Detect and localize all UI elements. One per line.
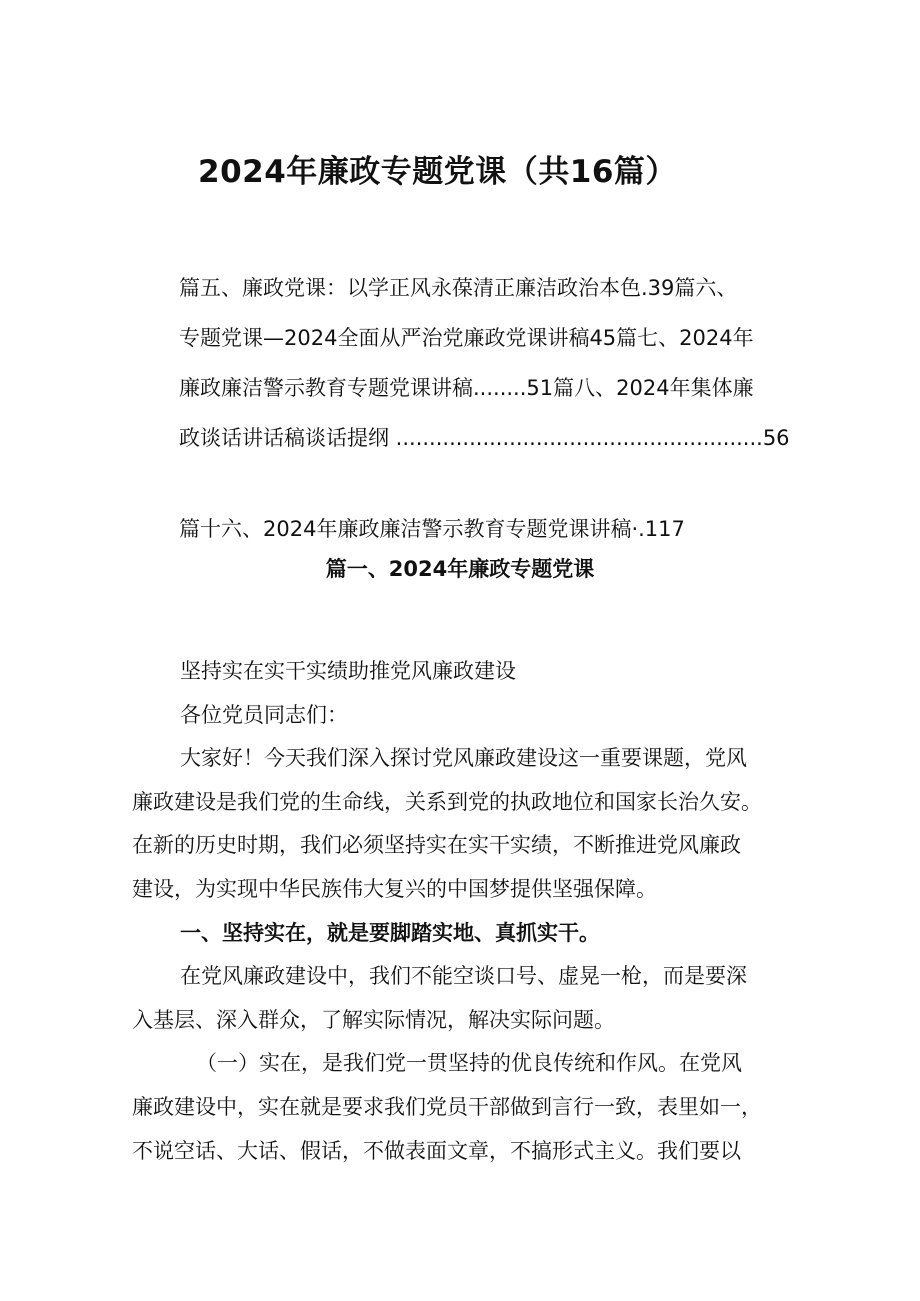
paragraph-line: 入基层、深入群众，了解实际情况，解决实际问题。: [132, 1007, 615, 1032]
paragraph-line: 在党风廉政建设中，我们不能空谈口号、虚晃一枪，而是要深: [180, 964, 747, 989]
speech-subtitle: 坚持实在实干实绩助推党风廉政建设: [180, 659, 516, 683]
toc-line: 政谈话讲话稿谈话提纲 .......................................................56: [179, 426, 790, 450]
paragraph-line: 在新的历史时期，我们必须坚持实在实干实绩，不断推进党风廉政: [132, 833, 741, 858]
paragraph-line: 廉政建设是我们党的生命线，关系到党的执政地位和国家长治久安。: [132, 789, 762, 814]
document-title: 2024年廉政专题党课（共16篇）: [198, 154, 677, 190]
table-of-contents: [179, 272, 799, 472]
section-heading: 篇一、2024年廉政专题党课: [325, 557, 595, 581]
toc-item-16: 篇十六、2024年廉政廉洁警示教育专题党课讲稿·.117: [179, 517, 685, 541]
toc-line: 篇五、廉政党课：以学正风永葆清正廉洁政治本色.39篇六、: [179, 276, 738, 300]
paragraph-line: 大家好！今天我们深入探讨党风廉政建设这一重要课题，党风: [180, 746, 747, 771]
greeting: 各位党员同志们：: [180, 702, 348, 727]
paragraph-line: 廉政建设中，实在就是要求我们党员干部做到言行一致，表里如一，: [132, 1094, 762, 1119]
toc-line: 专题党课—2024全面从严治党廉政党课讲稿45篇七、2024年: [179, 326, 754, 350]
body-text: [132, 656, 804, 1179]
toc-line: 廉政廉洁警示教育专题党课讲稿........51篇八、2024年集体廉: [179, 376, 754, 400]
paragraph-line: （一）实在，是我们党一贯坚持的优良传统和作风。在党风: [196, 1051, 742, 1076]
heading-one: 一、坚持实在，就是要脚踏实地、真抓实干。: [180, 920, 600, 945]
paragraph-line: 建设，为实现中华民族伟大复兴的中国梦提供坚强保障。: [132, 876, 657, 901]
paragraph-line: 不说空话、大话、假话，不做表面文章，不搞形式主义。我们要以: [132, 1138, 741, 1163]
